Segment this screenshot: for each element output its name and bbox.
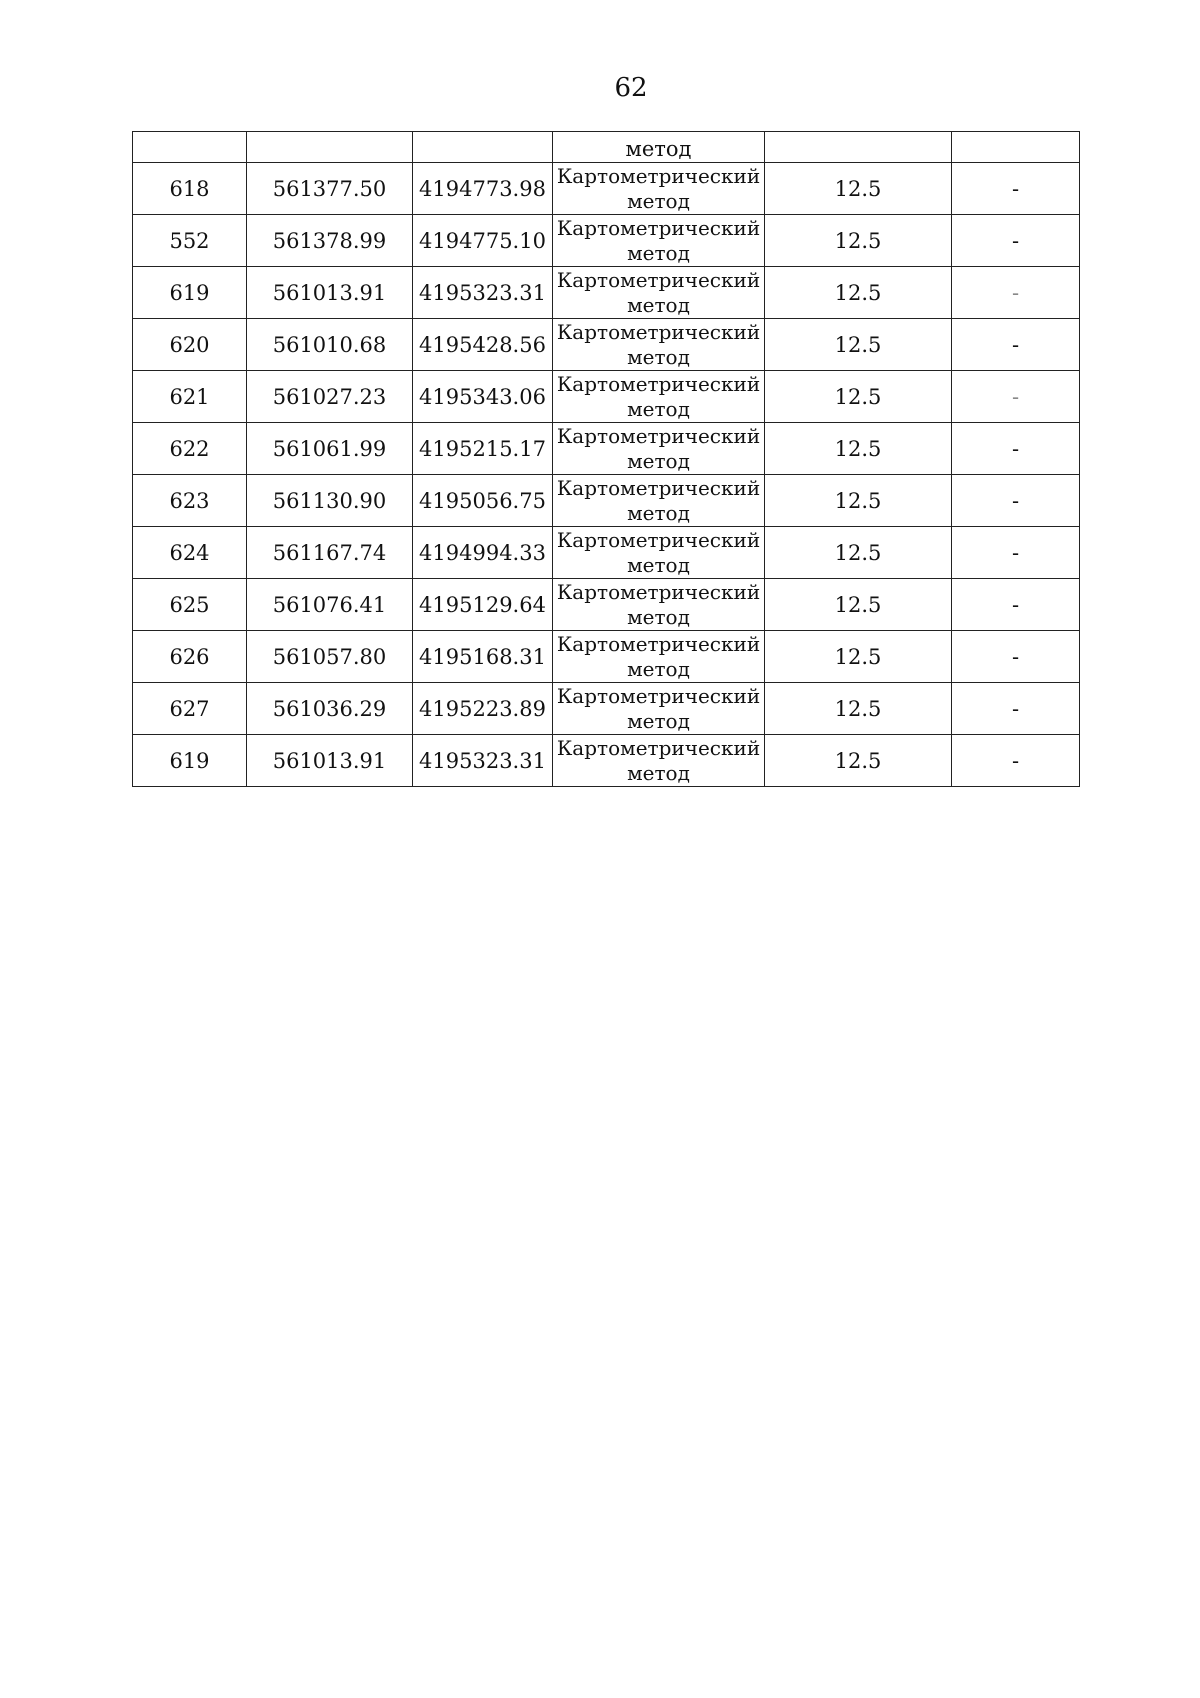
table-row bbox=[133, 527, 1080, 579]
coord-y: 4195168.31 bbox=[413, 631, 553, 683]
coordinates-table bbox=[132, 131, 1080, 787]
point-number: 618 bbox=[133, 163, 247, 215]
coord-y: 4195343.06 bbox=[413, 371, 553, 423]
table-row bbox=[133, 735, 1080, 787]
table-cell-empty bbox=[413, 132, 553, 163]
table-cell-empty bbox=[765, 132, 952, 163]
accuracy: 12.5 bbox=[765, 683, 952, 735]
table-row bbox=[133, 267, 1080, 319]
method-line1: Картометрический bbox=[556, 319, 761, 344]
table-row bbox=[133, 579, 1080, 631]
method-line2: метод bbox=[627, 708, 690, 733]
table-cell-empty bbox=[247, 132, 413, 163]
table-cell-empty bbox=[952, 132, 1080, 163]
method-cell bbox=[553, 423, 765, 475]
method-line1: Картометрический bbox=[556, 475, 761, 500]
coord-x: 561010.68 bbox=[247, 319, 413, 371]
table-row bbox=[133, 163, 1080, 215]
point-number: 552 bbox=[133, 215, 247, 267]
method-line1: Картометрический bbox=[556, 579, 761, 604]
point-number: 624 bbox=[133, 527, 247, 579]
method-line2: метод bbox=[627, 188, 690, 213]
method-cell bbox=[553, 267, 765, 319]
coord-x: 561130.90 bbox=[247, 475, 413, 527]
coord-x: 561057.80 bbox=[247, 631, 413, 683]
method-line1: Картометрический bbox=[556, 423, 761, 448]
note: - bbox=[952, 267, 1080, 319]
method-line1: Картометрический bbox=[556, 683, 761, 708]
method-line2: метод bbox=[627, 604, 690, 629]
coord-y: 4194994.33 bbox=[413, 527, 553, 579]
method-cell bbox=[553, 683, 765, 735]
point-number: 621 bbox=[133, 371, 247, 423]
method-cell bbox=[553, 215, 765, 267]
method-cell bbox=[553, 579, 765, 631]
method-line2: метод bbox=[627, 396, 690, 421]
table-cell-empty bbox=[133, 132, 247, 163]
accuracy: 12.5 bbox=[765, 579, 952, 631]
method-line2: метод bbox=[627, 552, 690, 577]
coord-y: 4195129.64 bbox=[413, 579, 553, 631]
table-row bbox=[133, 319, 1080, 371]
coord-y: 4195056.75 bbox=[413, 475, 553, 527]
accuracy: 12.5 bbox=[765, 163, 952, 215]
accuracy: 12.5 bbox=[765, 215, 952, 267]
method-line1: Картометрический bbox=[556, 163, 761, 188]
method-line2: метод bbox=[627, 760, 690, 785]
accuracy: 12.5 bbox=[765, 423, 952, 475]
note: - bbox=[952, 163, 1080, 215]
method-line1: Картометрический bbox=[556, 371, 761, 396]
coord-y: 4195215.17 bbox=[413, 423, 553, 475]
method-cell bbox=[553, 475, 765, 527]
method-line2: метод bbox=[627, 344, 690, 369]
note: - bbox=[952, 319, 1080, 371]
note: - bbox=[952, 371, 1080, 423]
coord-y: 4194775.10 bbox=[413, 215, 553, 267]
note: - bbox=[952, 735, 1080, 787]
note: - bbox=[952, 683, 1080, 735]
note: - bbox=[952, 215, 1080, 267]
coord-y: 4195428.56 bbox=[413, 319, 553, 371]
accuracy: 12.5 bbox=[765, 371, 952, 423]
accuracy: 12.5 bbox=[765, 631, 952, 683]
point-number: 627 bbox=[133, 683, 247, 735]
coord-x: 561013.91 bbox=[247, 267, 413, 319]
method-line1: Картометрический bbox=[556, 267, 761, 292]
table-row bbox=[133, 631, 1080, 683]
point-number: 622 bbox=[133, 423, 247, 475]
accuracy: 12.5 bbox=[765, 527, 952, 579]
method-line2: метод bbox=[627, 292, 690, 317]
coord-x: 561027.23 bbox=[247, 371, 413, 423]
note: - bbox=[952, 527, 1080, 579]
page-number: 62 bbox=[614, 73, 648, 103]
coord-y: 4195323.31 bbox=[413, 735, 553, 787]
accuracy: 12.5 bbox=[765, 475, 952, 527]
method-line1: Картометрический bbox=[556, 631, 761, 656]
accuracy: 12.5 bbox=[765, 319, 952, 371]
method-line2: метод bbox=[627, 240, 690, 265]
point-number: 619 bbox=[133, 735, 247, 787]
point-number: 623 bbox=[133, 475, 247, 527]
accuracy: 12.5 bbox=[765, 735, 952, 787]
method-line1: Картометрический bbox=[556, 735, 761, 760]
table-row bbox=[133, 371, 1080, 423]
coord-x: 561036.29 bbox=[247, 683, 413, 735]
coord-x: 561013.91 bbox=[247, 735, 413, 787]
coord-x: 561378.99 bbox=[247, 215, 413, 267]
method-line2: метод bbox=[627, 448, 690, 473]
method-cell bbox=[553, 735, 765, 787]
note: - bbox=[952, 475, 1080, 527]
note: - bbox=[952, 579, 1080, 631]
table-row-continuation bbox=[133, 132, 1080, 163]
accuracy: 12.5 bbox=[765, 267, 952, 319]
method-cell bbox=[553, 631, 765, 683]
coord-x: 561076.41 bbox=[247, 579, 413, 631]
coord-y: 4194773.98 bbox=[413, 163, 553, 215]
table-row bbox=[133, 215, 1080, 267]
point-number: 626 bbox=[133, 631, 247, 683]
table-row bbox=[133, 683, 1080, 735]
coord-x: 561377.50 bbox=[247, 163, 413, 215]
method-line2: метод bbox=[627, 656, 690, 681]
table-row bbox=[133, 475, 1080, 527]
method-line2: метод bbox=[627, 500, 690, 525]
method-cell bbox=[553, 527, 765, 579]
method-cell bbox=[553, 319, 765, 371]
coord-x: 561061.99 bbox=[247, 423, 413, 475]
method-cell bbox=[553, 163, 765, 215]
point-number: 625 bbox=[133, 579, 247, 631]
method-line1: Картометрический bbox=[556, 215, 761, 240]
table-row bbox=[133, 423, 1080, 475]
method-cell bbox=[553, 371, 765, 423]
note: - bbox=[952, 631, 1080, 683]
coord-y: 4195223.89 bbox=[413, 683, 553, 735]
point-number: 619 bbox=[133, 267, 247, 319]
method-line1: Картометрический bbox=[556, 527, 761, 552]
coord-x: 561167.74 bbox=[247, 527, 413, 579]
note: - bbox=[952, 423, 1080, 475]
point-number: 620 bbox=[133, 319, 247, 371]
coord-y: 4195323.31 bbox=[413, 267, 553, 319]
table-cell-method-tail: метод bbox=[553, 132, 765, 163]
